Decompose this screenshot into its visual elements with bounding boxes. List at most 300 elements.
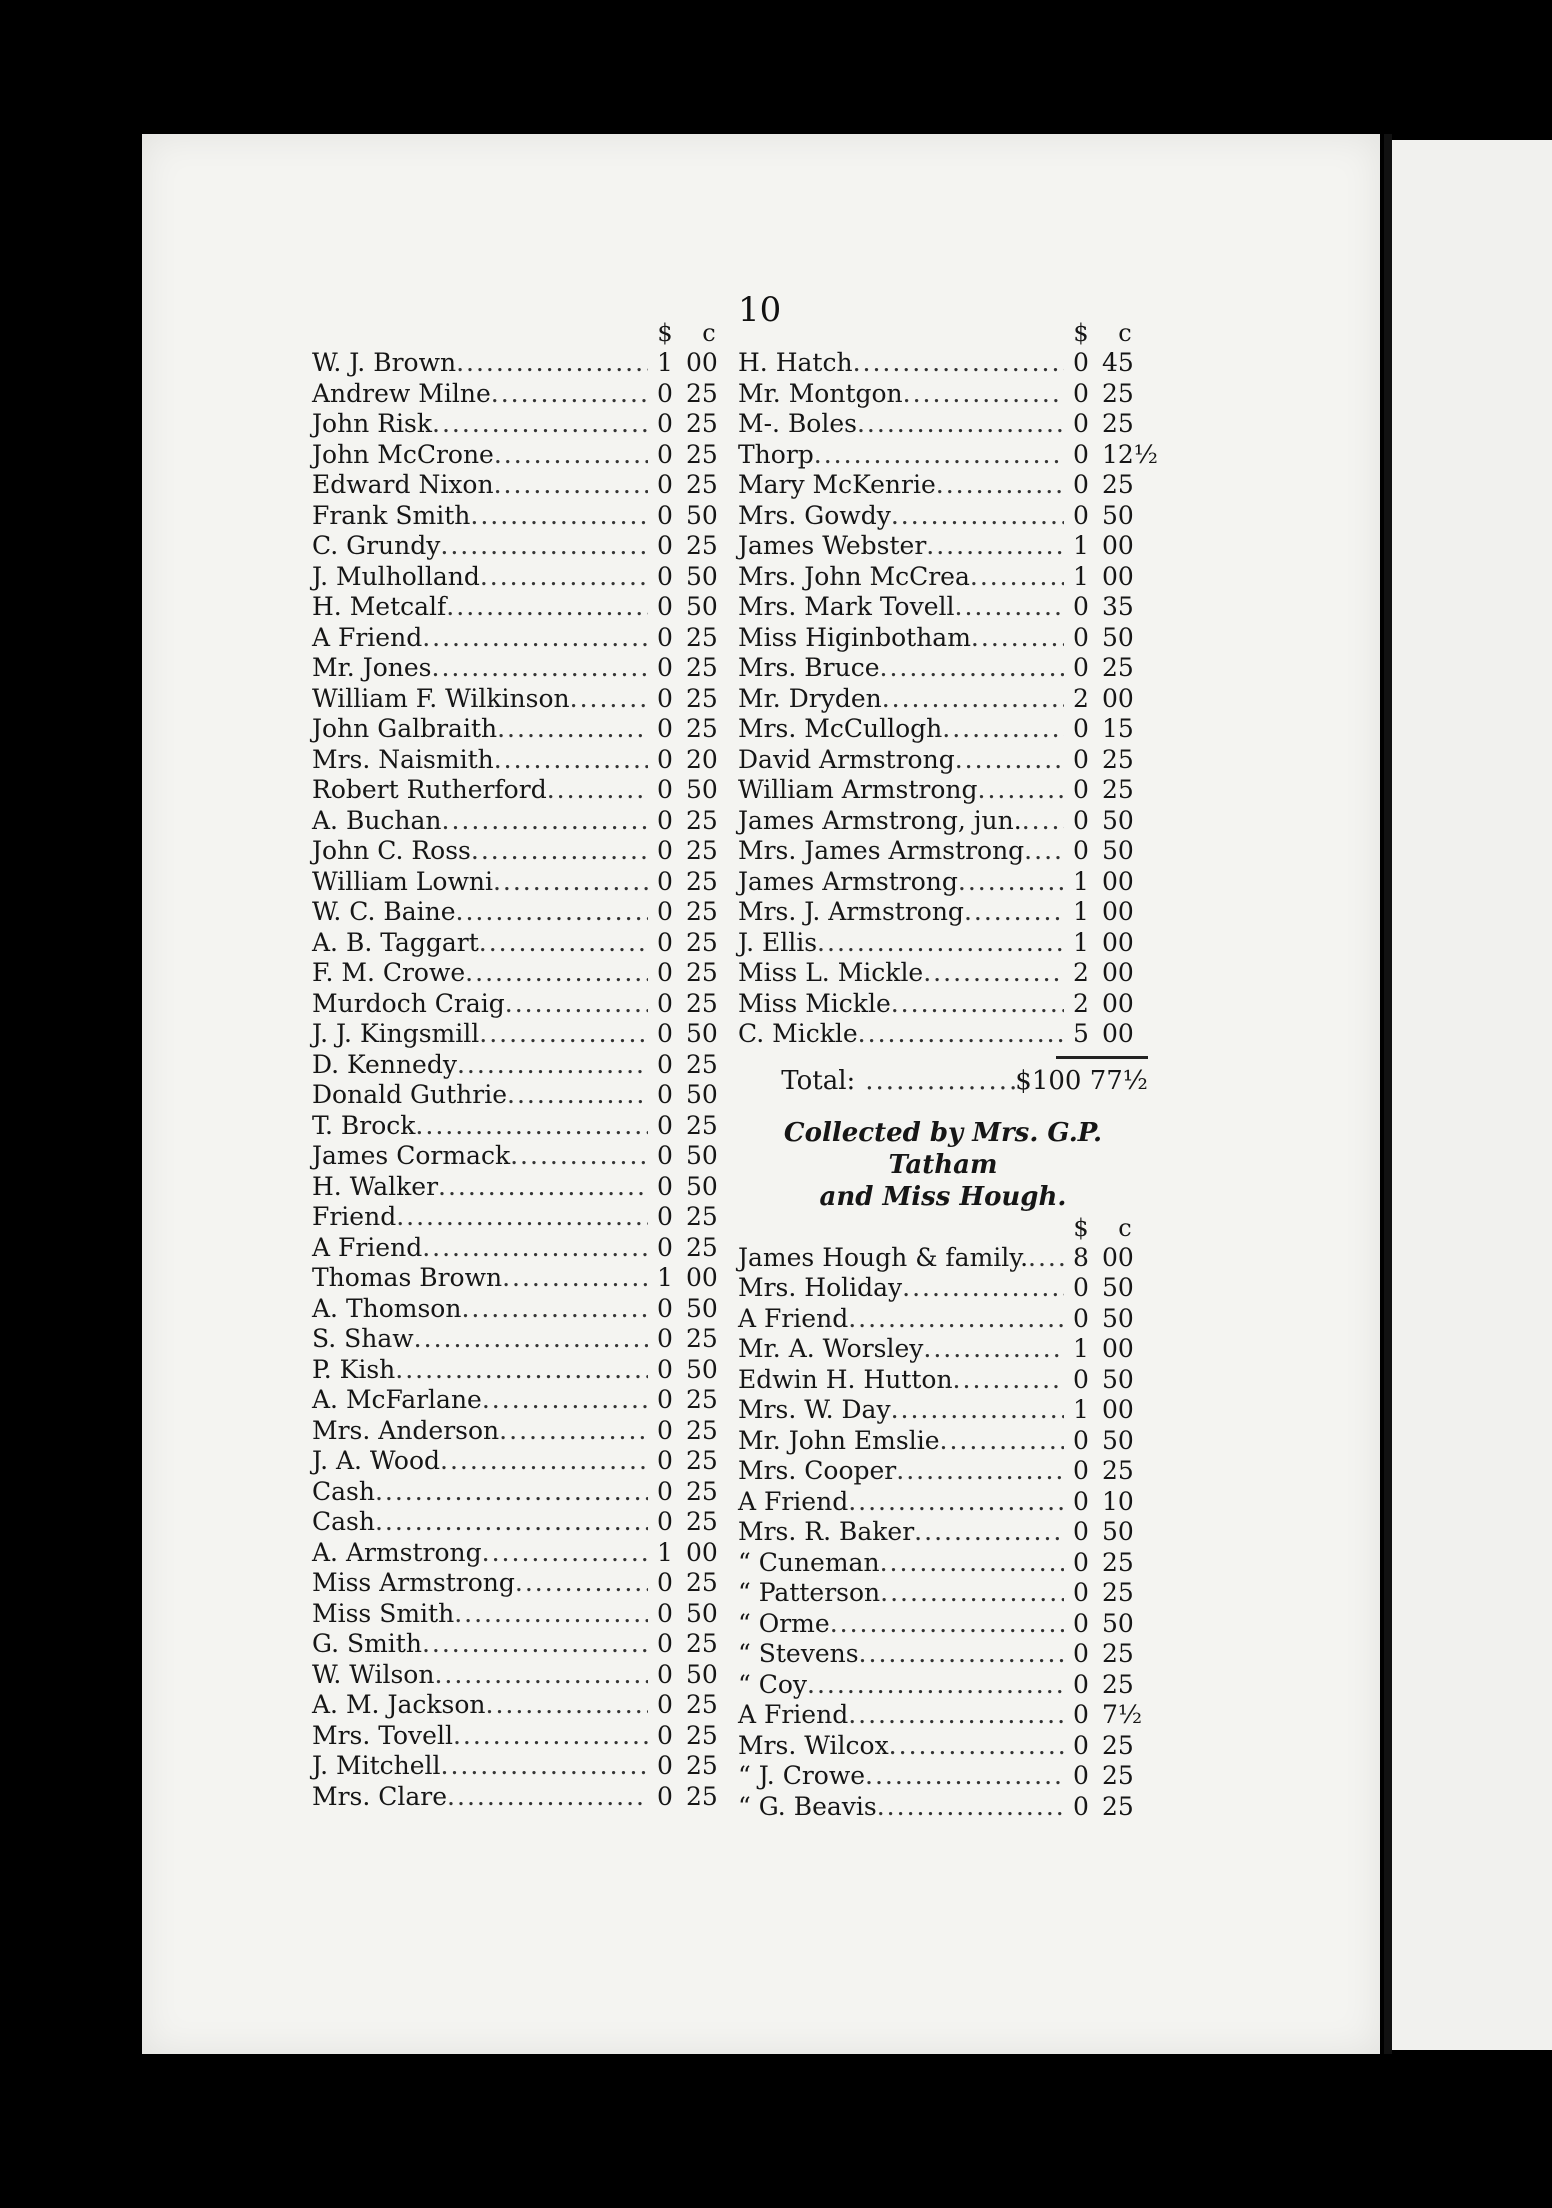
amount-dollars: 0 — [1073, 1303, 1089, 1333]
donor-name: A. McFarlane — [312, 1385, 482, 1414]
amount-dollars: 0 — [657, 500, 673, 530]
amount-cents: 25 — [686, 988, 718, 1018]
list-item — [738, 501, 1148, 532]
amount-dollars: 0 — [657, 714, 673, 743]
list-item — [312, 745, 732, 776]
amount-dollars: 0 — [657, 1781, 673, 1811]
leader-dots — [457, 1050, 648, 1081]
amount-dollars: 0 — [657, 1110, 673, 1140]
leader-dots — [955, 745, 1064, 776]
list-item — [738, 1019, 1148, 1050]
list-item — [312, 1324, 732, 1355]
list-item — [738, 775, 1148, 806]
amount-dollars: 0 — [657, 683, 673, 713]
donor-name: J. Mulholland — [312, 561, 480, 591]
amount-dollars: 0 — [1073, 1547, 1089, 1577]
right-bottom-header — [738, 1213, 1148, 1243]
donor-name: Miss Smith — [312, 1598, 455, 1628]
amount-dollars: 0 — [657, 1202, 673, 1231]
amount-dollars: 0 — [1073, 1669, 1089, 1699]
amount-dollars: 0 — [657, 744, 673, 774]
amount-cents: 00 — [1102, 683, 1134, 713]
list-item — [312, 806, 732, 837]
leader-dots — [395, 1355, 648, 1386]
leader-dots — [375, 1507, 648, 1538]
list-item — [312, 684, 732, 715]
amount-cents: 50 — [686, 1019, 718, 1048]
list-item — [312, 867, 732, 898]
amount-cents: 50 — [686, 1598, 718, 1628]
page-edge — [1384, 134, 1392, 2054]
amount-dollars: 0 — [657, 1232, 673, 1262]
list-item — [312, 1477, 732, 1508]
list-item — [738, 684, 1148, 715]
donor-name: J. A. Wood — [312, 1446, 441, 1475]
amount-dollars: 0 — [1073, 653, 1089, 682]
amount-dollars: 0 — [657, 561, 673, 591]
amount-dollars: 1 — [1073, 531, 1089, 560]
amount-dollars: 0 — [657, 805, 673, 835]
leader-dots — [502, 1263, 648, 1294]
list-item — [312, 1599, 732, 1630]
list-item — [312, 1721, 732, 1752]
amount-dollars: 0 — [657, 1690, 673, 1719]
amount-cents: 50 — [1102, 1425, 1134, 1455]
donor-name: “ Cuneman — [738, 1547, 880, 1577]
list-item — [738, 1731, 1148, 1762]
leader-dots — [877, 1792, 1064, 1823]
amount-cents: 00 — [686, 348, 718, 377]
amount-dollars: 0 — [657, 1141, 673, 1170]
amount-cents: 25 — [686, 805, 718, 835]
list-item — [312, 1080, 732, 1111]
amount-dollars: 0 — [657, 1629, 673, 1658]
amount-dollars: 1 — [657, 1537, 673, 1567]
leader-dots — [453, 1721, 648, 1752]
total-amount: $100 77½ — [1015, 1065, 1148, 1096]
donor-name: T. Brock — [312, 1110, 416, 1140]
leader-dots — [1022, 806, 1064, 837]
leader-dots — [454, 1599, 648, 1630]
donor-name: Donald Guthrie — [312, 1080, 508, 1109]
amount-dollars: 1 — [1073, 897, 1089, 926]
donor-name: Miss L. Mickle — [738, 958, 924, 987]
amount-cents: 25 — [686, 439, 718, 469]
list-item — [312, 1660, 732, 1691]
total-label: Total: — [781, 1065, 856, 1096]
list-item — [738, 623, 1148, 654]
amount-cents: 00 — [1102, 1395, 1134, 1424]
donor-name: Mrs. James Armstrong — [738, 836, 1025, 865]
amount-dollars: 5 — [1073, 1019, 1089, 1048]
amount-dollars: 0 — [1073, 592, 1089, 621]
amount-cents: 00 — [1102, 897, 1134, 926]
donor-name: Mrs. Clare — [312, 1781, 448, 1811]
leader-dots — [848, 1304, 1064, 1335]
amount-cents: 25 — [1102, 1791, 1134, 1821]
amount-dollars: 0 — [1073, 470, 1089, 499]
leader-dots — [848, 1700, 1064, 1731]
donor-name: A. Buchan — [312, 805, 442, 835]
donor-name: Mr. A. Worsley — [738, 1334, 924, 1363]
list-item — [738, 745, 1148, 776]
donor-name: John C. Ross — [312, 836, 471, 865]
donor-name: Mr. John Emslie — [738, 1425, 940, 1455]
list-item — [312, 623, 732, 654]
leader-dots — [858, 1019, 1064, 1050]
amount-dollars: 0 — [1073, 378, 1089, 408]
dollar-header: $ — [1073, 319, 1089, 347]
donor-name: Cash — [312, 1507, 375, 1536]
amount-dollars: 0 — [657, 897, 673, 926]
amount-cents: 25 — [1102, 653, 1134, 682]
donor-name: “ Patterson — [738, 1578, 881, 1607]
amount-cents: 50 — [1102, 805, 1134, 835]
donor-name: Edward Nixon — [312, 470, 494, 499]
list-item — [312, 989, 732, 1020]
donor-name: Miss Higinbotham — [738, 622, 971, 652]
leader-dots — [461, 1294, 648, 1325]
list-item — [312, 1172, 732, 1203]
right-top-rows — [738, 348, 1159, 1050]
leader-dots — [486, 1690, 649, 1721]
leader-dots — [964, 897, 1064, 928]
leader-dots — [940, 1426, 1065, 1457]
donor-name: Friend — [312, 1202, 397, 1231]
leader-dots — [479, 1019, 648, 1050]
leader-dots — [807, 1670, 1064, 1701]
list-item — [312, 653, 732, 684]
amount-dollars: 0 — [1073, 1608, 1089, 1638]
leader-dots — [953, 1365, 1064, 1396]
amount-cents: 50 — [686, 561, 718, 591]
leader-dots — [859, 1639, 1064, 1670]
leader-dots — [442, 806, 648, 837]
amount-cents: 50 — [686, 1141, 718, 1170]
amount-dollars: 0 — [1073, 1425, 1089, 1455]
donor-name: Mrs. Holiday — [738, 1273, 903, 1302]
donor-name: “ Orme — [738, 1608, 830, 1638]
donor-name: J. Mitchell — [312, 1751, 441, 1780]
amount-cents: 25 — [1102, 1730, 1134, 1760]
amount-dollars: 0 — [657, 1507, 673, 1536]
donor-name: A. M. Jackson — [312, 1690, 486, 1719]
donor-name: A. B. Taggart — [312, 927, 479, 957]
donor-name: “ Stevens — [738, 1639, 859, 1668]
amount-dollars: 0 — [657, 836, 673, 865]
list-item — [312, 1050, 732, 1081]
leader-dots — [494, 440, 648, 471]
leader-dots — [914, 1517, 1064, 1548]
amount-cents: 25 — [1102, 409, 1134, 438]
donor-name: H. Hatch — [738, 348, 853, 377]
amount-cents: 25 — [1102, 1761, 1134, 1790]
collected-heading-line2: and Miss Hough. — [819, 1181, 1067, 1212]
donor-name: John Galbraith — [312, 714, 498, 743]
list-item — [312, 1751, 732, 1782]
leader-dots — [446, 592, 648, 623]
donor-name: William F. Wilkinson — [312, 683, 570, 713]
list-item — [312, 928, 732, 959]
list-item — [312, 897, 732, 928]
leader-dots — [891, 1395, 1064, 1426]
amount-cents: 50 — [686, 775, 718, 804]
amount-dollars: 0 — [657, 988, 673, 1018]
amount-cents: 25 — [686, 653, 718, 682]
list-item — [312, 958, 732, 989]
leader-dots — [434, 1660, 648, 1691]
amount-dollars: 0 — [657, 470, 673, 499]
amount-dollars: 0 — [657, 1019, 673, 1048]
leader-dots — [422, 1233, 648, 1264]
list-item — [738, 1639, 1148, 1670]
leader-dots — [880, 1548, 1064, 1579]
donor-name: Cash — [312, 1476, 375, 1506]
list-item — [312, 1782, 732, 1813]
donor-name: Mrs. Bruce — [738, 653, 880, 682]
list-item — [312, 531, 732, 562]
amount-dollars: 0 — [1073, 1791, 1089, 1821]
donor-name: W. J. Brown — [312, 348, 457, 377]
list-item — [312, 440, 732, 471]
donor-name: Thomas Brown — [312, 1263, 503, 1292]
amount-dollars: 0 — [657, 958, 673, 987]
list-item — [312, 1446, 732, 1477]
donor-name: William Armstrong — [738, 775, 978, 804]
amount-dollars: 0 — [1073, 348, 1089, 377]
amount-dollars: 0 — [657, 775, 673, 804]
donor-name: C. Mickle — [738, 1019, 858, 1048]
leader-dots — [510, 1141, 648, 1172]
amount-cents: 25 — [686, 1415, 718, 1445]
list-item — [738, 1395, 1148, 1426]
leader-dots — [926, 531, 1064, 562]
amount-cents: 25 — [686, 897, 718, 926]
amount-dollars: 0 — [1073, 1364, 1089, 1394]
amount-cents: 25 — [686, 1781, 718, 1811]
leader-dots — [440, 531, 648, 562]
list-item — [738, 1426, 1148, 1457]
donor-name: A Friend — [738, 1303, 849, 1333]
list-item — [738, 989, 1148, 1020]
list-item — [312, 592, 732, 623]
list-item — [738, 1273, 1148, 1304]
donor-name: P. Kish — [312, 1354, 396, 1384]
list-item — [312, 1202, 732, 1233]
donor-name: D. Kennedy — [312, 1049, 457, 1079]
donor-name: Mrs. John McCrea — [738, 561, 970, 591]
amount-cents: 25 — [1102, 470, 1134, 499]
amount-cents: 00 — [1102, 927, 1134, 957]
donor-name: H. Metcalf — [312, 592, 447, 621]
left-rows — [312, 348, 732, 1812]
amount-dollars: 0 — [657, 409, 673, 438]
list-item — [738, 1456, 1148, 1487]
amount-cents: 25 — [686, 866, 718, 896]
donor-name: Robert Rutherford — [312, 775, 547, 804]
amount-cents: 25 — [686, 470, 718, 499]
amount-cents: 50 — [1102, 1364, 1134, 1394]
amount-dollars: 0 — [1073, 1730, 1089, 1760]
list-item — [312, 1629, 732, 1660]
amount-cents: 45 — [1102, 348, 1134, 377]
donor-name: M-. Boles — [738, 409, 857, 438]
amount-dollars: 1 — [657, 348, 673, 377]
leader-dots — [497, 714, 648, 745]
list-item — [312, 714, 732, 745]
amount-cents: 50 — [686, 500, 718, 530]
amount-cents: 25 — [686, 1751, 718, 1780]
leader-dots — [923, 958, 1064, 989]
donor-name: James Armstrong, jun. — [738, 805, 1022, 835]
leader-dots — [970, 562, 1064, 593]
leader-dots — [865, 1761, 1064, 1792]
amount-dollars: 0 — [657, 1354, 673, 1384]
amount-cents: 00 — [1102, 1242, 1134, 1272]
leader-dots — [447, 1782, 648, 1813]
amount-dollars: 0 — [657, 1080, 673, 1109]
amount-cents: 50 — [1102, 1517, 1134, 1546]
amount-dollars: 0 — [1073, 775, 1089, 804]
donor-name: J. Ellis — [738, 927, 818, 957]
leader-dots — [414, 1324, 648, 1355]
amount-cents: 25 — [1102, 1639, 1134, 1668]
amount-cents: 7½ — [1102, 1700, 1143, 1729]
amount-cents: 00 — [1102, 1019, 1134, 1048]
amount-cents: 25 — [686, 1720, 718, 1750]
amount-cents: 25 — [686, 683, 718, 713]
amount-cents: 25 — [686, 958, 718, 987]
donor-name: W. Wilson — [312, 1659, 435, 1689]
donor-name: William Lowni — [312, 866, 493, 896]
leader-dots — [857, 409, 1064, 440]
list-item — [312, 775, 732, 806]
amount-dollars: 0 — [1073, 1700, 1089, 1729]
amount-cents: 25 — [686, 378, 718, 408]
list-item — [738, 1517, 1148, 1548]
amount-cents: 50 — [686, 1171, 718, 1201]
leader-dots — [817, 928, 1064, 959]
amount-dollars: 0 — [1073, 1486, 1089, 1516]
leader-dots — [902, 1273, 1064, 1304]
amount-dollars: 1 — [1073, 561, 1089, 591]
amount-cents: 25 — [686, 1568, 718, 1597]
amount-dollars: 0 — [657, 1720, 673, 1750]
leader-dots — [570, 684, 648, 715]
amount-dollars: 0 — [657, 1415, 673, 1445]
amount-cents: 20 — [686, 744, 718, 774]
amount-cents: 00 — [1102, 531, 1134, 560]
leader-dots — [491, 379, 648, 410]
leader-dots — [1028, 1243, 1064, 1274]
donor-name: John McCrone — [312, 439, 494, 469]
amount-dollars: 0 — [1073, 409, 1089, 438]
leader-dots — [456, 897, 648, 928]
leader-dots — [494, 470, 648, 501]
amount-cents: 25 — [686, 1507, 718, 1536]
amount-cents: 25 — [686, 1690, 718, 1719]
donor-name: Mary McKenrie — [738, 470, 936, 499]
leader-dots — [891, 989, 1064, 1020]
leader-dots — [1024, 836, 1064, 867]
amount-cents: 00 — [1102, 988, 1134, 1018]
amount-dollars: 0 — [657, 622, 673, 652]
donor-name: Mr. Jones — [312, 653, 432, 682]
amount-dollars: 0 — [1073, 500, 1089, 530]
donor-name: A Friend — [738, 1486, 849, 1516]
amount-cents: 00 — [1102, 958, 1134, 987]
amount-cents: 25 — [1102, 1547, 1134, 1577]
list-item — [738, 928, 1148, 959]
list-item — [738, 1792, 1148, 1823]
leader-dots — [482, 1538, 648, 1569]
amount-dollars: 0 — [657, 927, 673, 957]
amount-dollars: 0 — [1073, 1456, 1089, 1485]
dots — [865, 1059, 1015, 1103]
leader-dots — [903, 379, 1064, 410]
amount-dollars: 0 — [657, 1446, 673, 1475]
donor-name: W. C. Baine — [312, 897, 456, 926]
amount-cents: 25 — [686, 1324, 718, 1353]
donor-name: Mrs. R. Baker — [738, 1517, 915, 1546]
list-item — [738, 836, 1148, 867]
donor-name: Mrs. Tovell — [312, 1720, 453, 1750]
amount-dollars: 0 — [1073, 1517, 1089, 1546]
cents-header: c — [702, 319, 716, 347]
donor-name: Frank Smith — [312, 500, 471, 530]
amount-dollars: 1 — [1073, 1395, 1089, 1424]
list-item — [312, 1263, 732, 1294]
list-item — [738, 897, 1148, 928]
list-item — [312, 836, 732, 867]
list-item — [738, 714, 1148, 745]
amount-cents: 00 — [686, 1537, 718, 1567]
amount-cents: 50 — [686, 592, 718, 621]
amount-dollars: 0 — [657, 1171, 673, 1201]
amount-dollars: 0 — [657, 1049, 673, 1079]
amount-dollars: 0 — [657, 592, 673, 621]
leader-dots — [396, 1202, 648, 1233]
leader-dots — [971, 623, 1064, 654]
leader-dots — [515, 1568, 648, 1599]
list-item — [738, 1609, 1148, 1640]
leader-dots — [470, 501, 648, 532]
leader-dots — [880, 653, 1065, 684]
leader-dots — [814, 440, 1064, 471]
amount-dollars: 0 — [657, 1598, 673, 1628]
amount-cents: 50 — [1102, 1608, 1134, 1638]
leader-dots — [923, 1334, 1064, 1365]
cents-header: c — [1118, 1213, 1132, 1242]
amount-dollars: 0 — [1073, 805, 1089, 835]
amount-cents: 25 — [686, 531, 718, 560]
amount-dollars: 1 — [1073, 927, 1089, 957]
amount-dollars: 0 — [1073, 439, 1089, 469]
amount-dollars: 0 — [657, 1476, 673, 1506]
list-item — [312, 501, 732, 532]
list-item — [738, 439, 1159, 471]
leader-dots — [432, 409, 648, 440]
donor-name: James Armstrong — [738, 866, 958, 896]
amount-dollars: 0 — [1073, 622, 1089, 652]
donor-name: “ Coy — [738, 1669, 808, 1699]
amount-cents: 00 — [686, 1263, 718, 1292]
list-item — [738, 562, 1148, 593]
leader-dots — [853, 348, 1064, 379]
amount-cents: 25 — [686, 1476, 718, 1506]
donor-name: Andrew Milne — [312, 378, 491, 408]
amount-cents: 50 — [686, 1080, 718, 1109]
